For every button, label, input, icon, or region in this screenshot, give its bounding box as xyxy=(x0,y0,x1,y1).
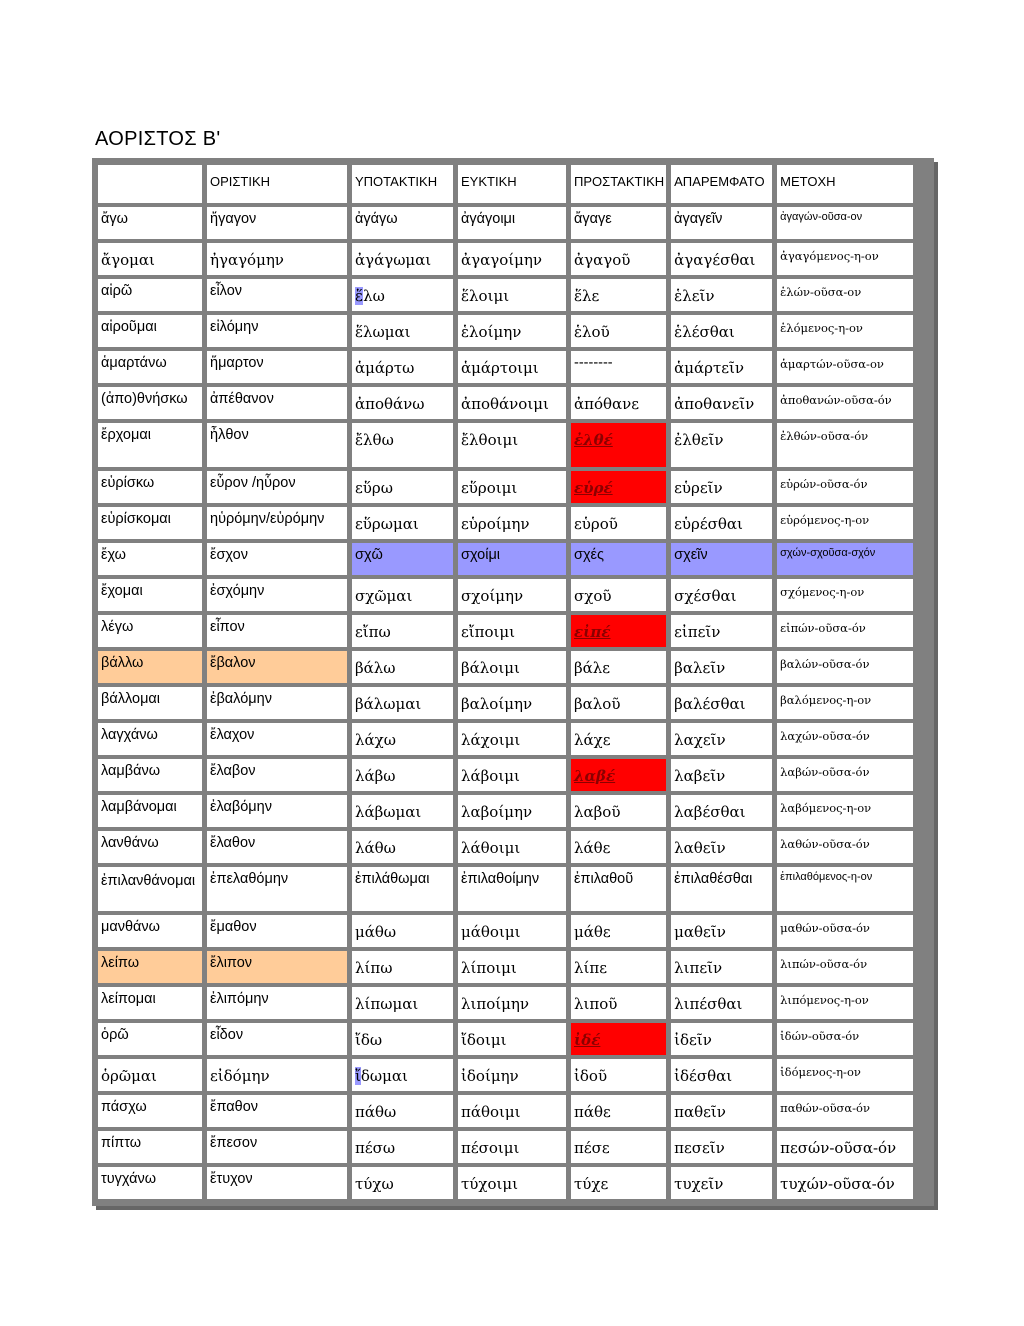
cell-participle: ἁμαρτών-οῦσα-ον xyxy=(777,351,913,383)
cell-infinitive: ἀποθανεῖν xyxy=(671,387,772,419)
cell-optative: εἴποιμι xyxy=(458,615,566,647)
table-row xyxy=(98,279,913,311)
header-participle: ΜΕΤΟΧΗ xyxy=(777,165,913,203)
table-row xyxy=(98,1095,913,1127)
cell-optative: ἔλθοιμι xyxy=(458,423,566,467)
cell-imperative: λιποῦ xyxy=(571,987,666,1019)
cell-verb: ὁρῶμαι xyxy=(98,1059,202,1091)
cell-subjunctive: ἐπιλάθωμαι xyxy=(352,867,453,911)
cell-subjunctive: μάθω xyxy=(352,915,453,947)
cell-indicative: ἔτυχον xyxy=(207,1167,347,1199)
cell-indicative: εἰδόμην xyxy=(207,1059,347,1091)
cell-participle: ἰδόμενος-η-ον xyxy=(777,1059,913,1091)
cell-verb: λείπομαι xyxy=(98,987,202,1019)
aorist-table xyxy=(92,158,934,1206)
cell-verb: ἁμαρτάνω xyxy=(98,351,202,383)
cell-indicative: ηὑρόμην/εὑρόμην xyxy=(207,507,347,539)
cell-infinitive: ἀγαγεῖν xyxy=(671,207,772,239)
cell-indicative: ἐβαλόμην xyxy=(207,687,347,719)
cell-subjunctive: λάβωμαι xyxy=(352,795,453,827)
cell-optative: τύχοιμι xyxy=(458,1167,566,1199)
table-row xyxy=(98,507,913,539)
cell-optative: βάλοιμι xyxy=(458,651,566,683)
cell-subjunctive: πάθω xyxy=(352,1095,453,1127)
cell-participle: ἑλών-οῦσα-ον xyxy=(777,279,913,311)
cell-optative: λάχοιμι xyxy=(458,723,566,755)
cell-imperative: μάθε xyxy=(571,915,666,947)
cell-optative: εὑροίμην xyxy=(458,507,566,539)
table-row xyxy=(98,387,913,419)
cell-participle: παθών-οῦσα-όν xyxy=(777,1095,913,1127)
cell-imperative: ἐπιλαθοῦ xyxy=(571,867,666,911)
cell-optative: ἀποθάνοιμι xyxy=(458,387,566,419)
cell-subjunctive: λάχω xyxy=(352,723,453,755)
cell-infinitive: ἰδεῖν xyxy=(671,1023,772,1055)
table-row xyxy=(98,579,913,611)
cell-infinitive: ἀγαγέσθαι xyxy=(671,243,772,275)
cell-verb: λέγω xyxy=(98,615,202,647)
cell-imperative: ἕλε xyxy=(571,279,666,311)
cell-verb: ἔχω xyxy=(98,543,202,575)
cell-infinitive: λαβέσθαι xyxy=(671,795,772,827)
cell-imperative: πάθε xyxy=(571,1095,666,1127)
table-row xyxy=(98,867,913,911)
table-row xyxy=(98,1059,913,1091)
cell-verb: αἱρῶ xyxy=(98,279,202,311)
cell-infinitive: μαθεῖν xyxy=(671,915,772,947)
cell-infinitive: ἁμάρτεῖν xyxy=(671,351,772,383)
cell-infinitive: εἰπεῖν xyxy=(671,615,772,647)
cell-verb: λαγχάνω xyxy=(98,723,202,755)
cell-optative: εὕροιμι xyxy=(458,471,566,503)
cell-participle: λαβών-οῦσα-όν xyxy=(777,759,913,791)
table-row xyxy=(98,951,913,983)
header-row xyxy=(98,165,913,203)
cell-imperative: εἰπέ xyxy=(571,615,666,647)
table-row xyxy=(98,543,913,575)
table-row xyxy=(98,651,913,683)
table-row xyxy=(98,1023,913,1055)
cell-subjunctive: λίπω xyxy=(352,951,453,983)
cell-imperative: λάθε xyxy=(571,831,666,863)
conjugation-grid xyxy=(93,161,918,1203)
cell-indicative: ἐσχόμην xyxy=(207,579,347,611)
cell-indicative: ἀπέθανον xyxy=(207,387,347,419)
cell-verb: ἄγομαι xyxy=(98,243,202,275)
cell-verb: ἄγω xyxy=(98,207,202,239)
cell-indicative: ἔμαθον xyxy=(207,915,347,947)
cell-optative: λάθοιμι xyxy=(458,831,566,863)
cell-verb: αἱροῦμαι xyxy=(98,315,202,347)
cell-indicative: εἷλον xyxy=(207,279,347,311)
cell-infinitive: ἑλέσθαι xyxy=(671,315,772,347)
cell-indicative: ἤγαγον xyxy=(207,207,347,239)
cell-participle: λιπόμενος-η-ον xyxy=(777,987,913,1019)
cell-infinitive: ἰδέσθαι xyxy=(671,1059,772,1091)
cell-infinitive: τυχεῖν xyxy=(671,1167,772,1199)
cell-participle: μαθών-οῦσα-όν xyxy=(777,915,913,947)
cell-imperative: ἰδοῦ xyxy=(571,1059,666,1091)
cell-verb: λανθάνω xyxy=(98,831,202,863)
cell-imperative: ἰδέ xyxy=(571,1023,666,1055)
cell-indicative: ἦλθον xyxy=(207,423,347,467)
cell-indicative: εἶπον xyxy=(207,615,347,647)
cell-imperative: τύχε xyxy=(571,1167,666,1199)
cell-infinitive: βαλεῖν xyxy=(671,651,772,683)
cell-indicative: ἐλαβόμην xyxy=(207,795,347,827)
cell-subjunctive: εὕρω xyxy=(352,471,453,503)
cell-subjunctive: ἴδω xyxy=(352,1023,453,1055)
cell-imperative: λαβοῦ xyxy=(571,795,666,827)
cell-indicative: ἔσχον xyxy=(207,543,347,575)
page-title: ΑΟΡΙΣΤΟΣ Β' xyxy=(95,128,221,150)
cell-participle: ἀγαγόμενος-η-ον xyxy=(777,243,913,275)
cell-subjunctive: βάλω xyxy=(352,651,453,683)
cell-subjunctive: ἕλωμαι xyxy=(352,315,453,347)
cell-indicative: ἐπελαθόμην xyxy=(207,867,347,911)
cell-participle: ἰδών-οῦσα-όν xyxy=(777,1023,913,1055)
cell-optative: λιποίμην xyxy=(458,987,566,1019)
table-row xyxy=(98,1131,913,1163)
cell-participle: τυχών-οῦσα-όν xyxy=(777,1167,913,1199)
cell-infinitive: λαβεῖν xyxy=(671,759,772,791)
header-subjunctive: ΥΠΟΤΑΚΤΙΚΗ xyxy=(352,165,453,203)
table-row xyxy=(98,723,913,755)
cell-subjunctive: σχῶμαι xyxy=(352,579,453,611)
cell-indicative: ἔλαθον xyxy=(207,831,347,863)
table-row xyxy=(98,915,913,947)
cell-subjunctive: λίπωμαι xyxy=(352,987,453,1019)
cell-optative: ἀγαγοίμην xyxy=(458,243,566,275)
cell-participle: εἰπών-οῦσα-όν xyxy=(777,615,913,647)
cell-infinitive: ἐπιλαθέσθαι xyxy=(671,867,772,911)
cell-indicative: ἔλιπον xyxy=(207,951,347,983)
cell-participle: σχόμενος-η-ον xyxy=(777,579,913,611)
cell-imperative: ἀγαγοῦ xyxy=(571,243,666,275)
cell-verb: ὁρῶ xyxy=(98,1023,202,1055)
cell-participle: ἀγαγών-οῦσα-ον xyxy=(777,207,913,239)
cell-infinitive: σχέσθαι xyxy=(671,579,772,611)
header-optative: ΕΥΚΤΙΚΗ xyxy=(458,165,566,203)
cell-imperative: βάλε xyxy=(571,651,666,683)
cell-participle: ἀποθανών-οῦσα-όν xyxy=(777,387,913,419)
cell-verb: λαμβάνω xyxy=(98,759,202,791)
cell-participle: βαλών-οῦσα-όν xyxy=(777,651,913,683)
cell-optative: λαβοίμην xyxy=(458,795,566,827)
table-row xyxy=(98,243,913,275)
cell-subjunctive: ἴδωμαι xyxy=(352,1059,453,1091)
cell-verb: εὑρίσκω xyxy=(98,471,202,503)
table-row xyxy=(98,351,913,383)
cell-optative: ἐπιλαθοίμην xyxy=(458,867,566,911)
cell-imperative: ἄγαγε xyxy=(571,207,666,239)
cell-subjunctive: ἁμάρτω xyxy=(352,351,453,383)
cell-infinitive: σχεῖν xyxy=(671,543,772,575)
header-indicative: ΟΡΙΣΤΙΚΗ xyxy=(207,165,347,203)
cell-optative: σχοίμην xyxy=(458,579,566,611)
cell-participle: ἐλθών-οῦσα-όν xyxy=(777,423,913,467)
table-row xyxy=(98,987,913,1019)
cell-imperative: λαβέ xyxy=(571,759,666,791)
cell-verb: ἔρχομαι xyxy=(98,423,202,467)
cell-optative: μάθοιμι xyxy=(458,915,566,947)
table-row xyxy=(98,795,913,827)
cell-infinitive: εὑρεῖν xyxy=(671,471,772,503)
cell-participle: λιπών-οῦσα-όν xyxy=(777,951,913,983)
cell-participle: εὑρόμενος-η-ον xyxy=(777,507,913,539)
cell-subjunctive: ἕλω xyxy=(352,279,453,311)
cell-participle: λαβόμενος-η-ον xyxy=(777,795,913,827)
cell-optative: πέσοιμι xyxy=(458,1131,566,1163)
cell-verb: βάλλω xyxy=(98,651,202,683)
cell-imperative: σχές xyxy=(571,543,666,575)
cell-verb: βάλλομαι xyxy=(98,687,202,719)
cell-verb: τυγχάνω xyxy=(98,1167,202,1199)
cell-participle: εὑρών-οῦσα-όν xyxy=(777,471,913,503)
cell-indicative: εὗρον /ηὗρον xyxy=(207,471,347,503)
cell-infinitive: λιπέσθαι xyxy=(671,987,772,1019)
cell-subjunctive: ἔλθω xyxy=(352,423,453,467)
table-row xyxy=(98,207,913,239)
cell-imperative: σχοῦ xyxy=(571,579,666,611)
cell-imperative: βαλοῦ xyxy=(571,687,666,719)
header-imperative: ΠΡΟΣΤΑΚΤΙΚΗ xyxy=(571,165,666,203)
cell-verb: ἐπιλανθάνομαι xyxy=(98,867,202,911)
cell-infinitive: παθεῖν xyxy=(671,1095,772,1127)
cell-infinitive: λαθεῖν xyxy=(671,831,772,863)
cell-infinitive: ἐλθεῖν xyxy=(671,423,772,467)
cell-subjunctive: ἀγάγωμαι xyxy=(352,243,453,275)
table-row xyxy=(98,471,913,503)
cell-imperative: -------- xyxy=(571,351,666,383)
cell-subjunctive: λάβω xyxy=(352,759,453,791)
cell-imperative: λίπε xyxy=(571,951,666,983)
cell-indicative: ἔλαχον xyxy=(207,723,347,755)
cell-indicative: ἥμαρτον xyxy=(207,351,347,383)
cell-participle: λαθών-οῦσα-όν xyxy=(777,831,913,863)
cell-imperative: ἑλοῦ xyxy=(571,315,666,347)
cell-optative: λίποιμι xyxy=(458,951,566,983)
cell-imperative: εὑροῦ xyxy=(571,507,666,539)
cell-verb: λείπω xyxy=(98,951,202,983)
cell-subjunctive: λάθω xyxy=(352,831,453,863)
cell-subjunctive: σχῶ xyxy=(352,543,453,575)
cell-participle: βαλόμενος-η-ον xyxy=(777,687,913,719)
table-row xyxy=(98,315,913,347)
cell-indicative: εἱλόμην xyxy=(207,315,347,347)
cell-participle: ἐπιλαθόμενος-η-ον xyxy=(777,867,913,911)
cell-infinitive: πεσεῖν xyxy=(671,1131,772,1163)
cell-optative: σχοίμι xyxy=(458,543,566,575)
table-row xyxy=(98,615,913,647)
cell-indicative: ἔλαβον xyxy=(207,759,347,791)
cell-optative: βαλοίμην xyxy=(458,687,566,719)
cell-participle: λαχών-οῦσα-όν xyxy=(777,723,913,755)
cell-subjunctive: εἴπω xyxy=(352,615,453,647)
table-row xyxy=(98,687,913,719)
cell-infinitive: λιπεῖν xyxy=(671,951,772,983)
cell-verb: ἔχομαι xyxy=(98,579,202,611)
cell-verb: πάσχω xyxy=(98,1095,202,1127)
cell-optative: ἰδοίμην xyxy=(458,1059,566,1091)
cell-optative: ἑλοίμην xyxy=(458,315,566,347)
cell-subjunctive: εὕρωμαι xyxy=(352,507,453,539)
cell-imperative: λάχε xyxy=(571,723,666,755)
cell-subjunctive: τύχω xyxy=(352,1167,453,1199)
cell-verb: εὑρίσκομαι xyxy=(98,507,202,539)
cell-infinitive: βαλέσθαι xyxy=(671,687,772,719)
cell-imperative: ἀπόθανε xyxy=(571,387,666,419)
cell-infinitive: λαχεῖν xyxy=(671,723,772,755)
header-verb xyxy=(98,165,202,203)
cell-verb: (ἀπο)θνήσκω xyxy=(98,387,202,419)
cell-optative: λάβοιμι xyxy=(458,759,566,791)
cell-imperative: εὑρέ xyxy=(571,471,666,503)
cell-optative: ἁμάρτοιμι xyxy=(458,351,566,383)
cell-indicative: ἐλιπόμην xyxy=(207,987,347,1019)
cell-participle: ἑλόμενος-η-ον xyxy=(777,315,913,347)
cell-verb: λαμβάνομαι xyxy=(98,795,202,827)
cell-optative: ἕλοιμι xyxy=(458,279,566,311)
cell-imperative: πέσε xyxy=(571,1131,666,1163)
cell-infinitive: ἑλεῖν xyxy=(671,279,772,311)
cell-optative: πάθοιμι xyxy=(458,1095,566,1127)
table-row xyxy=(98,759,913,791)
header-infinitive: ΑΠΑΡΕΜΦΑΤΟ xyxy=(671,165,772,203)
cell-indicative: εἶδον xyxy=(207,1023,347,1055)
cell-verb: μανθάνω xyxy=(98,915,202,947)
cell-subjunctive: βάλωμαι xyxy=(352,687,453,719)
cell-subjunctive: πέσω xyxy=(352,1131,453,1163)
cell-verb: πίπτω xyxy=(98,1131,202,1163)
cell-indicative: ἔπαθον xyxy=(207,1095,347,1127)
cell-subjunctive: ἀποθάνω xyxy=(352,387,453,419)
table-row xyxy=(98,1167,913,1199)
cell-participle: σχών-σχοῦσα-σχόν xyxy=(777,543,913,575)
cell-imperative: ἐλθέ xyxy=(571,423,666,467)
table-row xyxy=(98,423,913,467)
cell-optative: ἴδοιμι xyxy=(458,1023,566,1055)
cell-indicative: ἔβαλον xyxy=(207,651,347,683)
cell-subjunctive: ἀγάγω xyxy=(352,207,453,239)
cell-optative: ἀγάγοιμι xyxy=(458,207,566,239)
cell-indicative: ἠγαγόμην xyxy=(207,243,347,275)
cell-indicative: ἔπεσον xyxy=(207,1131,347,1163)
table-row xyxy=(98,831,913,863)
cell-infinitive: εὑρέσθαι xyxy=(671,507,772,539)
cell-participle: πεσών-οῦσα-όν xyxy=(777,1131,913,1163)
